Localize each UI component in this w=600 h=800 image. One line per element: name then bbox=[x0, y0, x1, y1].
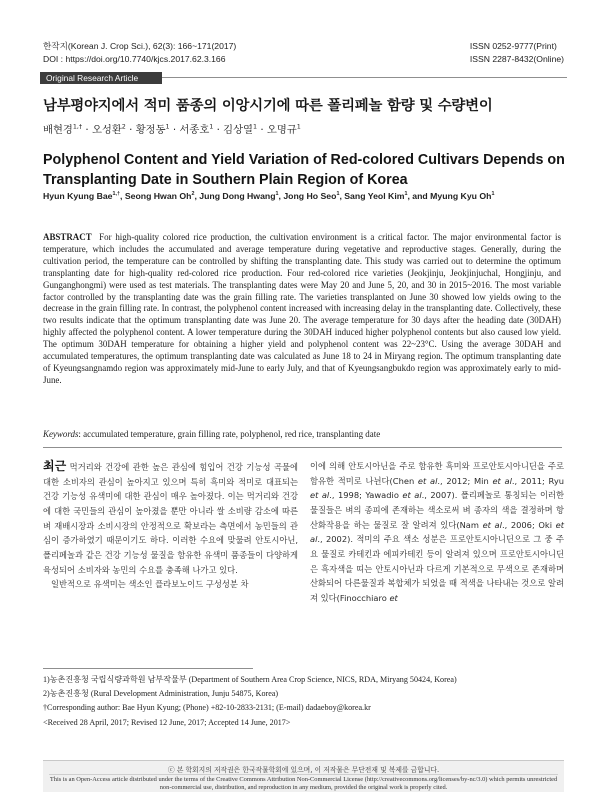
affiliation-1: 1)농촌진흥청 국립식량과학원 남부작물부 (Department of Southern Area Crop Science, NICS, RDA, Miryang 50424, Korea) bbox=[43, 675, 457, 684]
abstract-text: For high-quality colored rice production, the cultivation environment is a critical factor. The major environmental factor is temperature, which includes the accumulated and average temperature during vegetative and reproductive stages. Generally, during the cultivation period, the temperature can be controlled by shifting the transplanting date. This study was carried out to determine the optimum transplanting date for high-quality red-colored rice production. Four red-colored rice varieties (Jeokjinju, Jeokjinjuchal, Hongjinju, and Gunganghongmi) were used as test materials. The transplanting dates were May 20 and June 5, 20, and 30 in 2015~2016. The most variable factor controlled by the transplanting date was the grain filling rate. The varieties transplanted on June 30 showed low yields owing to the decrease in the grain filling rate. In contrast, the polyphenol content increased with increasing delay in the transplanting date. Collectively, these two results indicate that the optimum transplanting date was June 20. The average temperature for 30 days after the heading date (30DAH) highly affected the polyphenol content. A lower temperature during the 30DAH induced higher polyphenol contents but also caused low yield. The optimum 30DAH temperature for obtaining a higher yield and polyphenol content was 22~23°C. Using the average 30DAH and accumulated temperatures, the optimum transplanting date was calculated as June 18 to 24 in Miryang region. The optimum transplanting date of Kyeungsangnamdo region was approximately mid-June to early July, and that of Kyeungsangbukdo region was approximately early to mid-June. bbox=[43, 232, 562, 385]
author-affiliation: 1 bbox=[253, 122, 258, 131]
footnote-rule bbox=[43, 668, 253, 669]
author-name: Sang Yeol Kim bbox=[344, 191, 405, 201]
header-divider bbox=[162, 77, 567, 78]
issn-print: ISSN 0252-9777(Print) bbox=[469, 41, 557, 51]
journal-header bbox=[43, 40, 236, 66]
citation-etal: et al bbox=[482, 519, 502, 530]
author-separator: · bbox=[82, 124, 92, 136]
author-affiliation: 1 bbox=[404, 191, 408, 198]
paragraph-text: ., 2011; Ryu bbox=[511, 475, 564, 486]
author-name: 황정동 bbox=[135, 124, 166, 136]
author-name: Jong Ho Seo bbox=[283, 191, 337, 201]
author-affiliation: 2 bbox=[191, 191, 195, 198]
paragraph-text: ., 2006; Oki bbox=[501, 519, 556, 530]
author-affiliation: 1 bbox=[165, 122, 170, 131]
author-affiliation: 1,† bbox=[72, 122, 83, 131]
issn-online: ISSN 2287-8432(Online) bbox=[469, 54, 564, 64]
body-paragraph: 일반적으로 유색미는 색소인 플라보노이드 구성성분 차 bbox=[51, 579, 249, 590]
section-divider bbox=[43, 447, 562, 448]
paragraph-text: ., 2002). 적미의 주요 색소 성분은 프로안토시아니딘으로 그 중 주요 물질로 카테킨과 에피카테킨 등이 알려져 있으며 프로안토시아니딘은 흑자색을 띠는 안토시아닌과 다르게 기본적으로 무색으로 존재하며 산화되어 다른물질과 복합체가 되었을 때 적색을 나타내는 것으로 알려져 있다(Finocchiaro bbox=[310, 534, 564, 603]
english-title: Polyphenol Content and Yield Variation of Red-colored Cultivars Depends on Transplanting Date in Southern Plain Region of Korea bbox=[43, 152, 565, 188]
author-affiliation: 1 bbox=[209, 122, 214, 131]
license-text: This is an Open-Access article distributed under the terms of the Creative Commons Attribution Non-Commercial License (http://creativecommons.org/licenses/by-nc/3.0) which permits unrestricted non-commercial use, distribution, and reproduction in any medium, provided the original work is properly cited. bbox=[49, 776, 558, 791]
citation-etal: et al bbox=[417, 475, 438, 486]
author-separator: · bbox=[257, 124, 267, 136]
author-name: 배현경 bbox=[43, 124, 73, 136]
author-affiliation: 1,† bbox=[112, 191, 120, 198]
author-name: Seong Hwan Oh bbox=[124, 191, 192, 201]
author-separator: , bbox=[339, 191, 345, 201]
footer-divider bbox=[49, 774, 558, 775]
paragraph-text: 이에 의해 안토시아닌을 주로 함유한 흑미와 프로안토시아니딘을 주로 함유한 적미로 나뉜다(Chen bbox=[310, 461, 564, 486]
paragraph-text: ., 1998; Yawadio bbox=[329, 490, 403, 501]
drop-cap: 최근 bbox=[43, 459, 67, 473]
paragraph-text: 먹거리와 건강에 관한 높은 관심에 힘입어 건강 기능성 곡물에 대한 소비자의 관심이 높아지고 있으며 특히 흑미와 적미로 대표되는 건강 기능성 유색미에 대한 관심이 매우 높아졌다. 이는 먹거리와 건강에 대한 국민들의 관심이 높아졌을 뿐만 아니라 쌀 소비량 감소에 따른 벼 재배시장과 소비시장의 안정적으로 확보라는 측면에서 농민들의 관심이 증가하였기 때문이기도 하다. 이러한 수요에 맞물려 안토시아닌, 폴리페놀과 같은 건강 기능성 물질을 함유한 유색미 품종들이 다양하게 육성되어 소비자와 농민의 수요를 충족해 나가고 있다. bbox=[43, 462, 298, 575]
author-affiliation: 1 bbox=[275, 191, 279, 198]
author-name: Myung Kyu Oh bbox=[430, 191, 492, 201]
author-affiliation: 1 bbox=[491, 191, 495, 198]
affiliation-2: 2)농촌진흥청 (Rural Development Administration, Junju 54875, Korea) bbox=[43, 689, 279, 699]
author-affiliation: 2 bbox=[121, 122, 126, 131]
license-footer bbox=[43, 760, 564, 792]
author-name: Hyun Kyung Bae bbox=[43, 191, 113, 201]
korean-authors bbox=[43, 121, 301, 136]
journal-citation: 한작지(Korean J. Crop Sci.), 62(3): 166~171(2017) bbox=[43, 41, 237, 51]
keywords-label: Keywords bbox=[43, 429, 79, 439]
korean-title: 남부평야지에서 적미 품종의 이앙시기에 따른 폴리페놀 함량 및 수량변이 bbox=[43, 98, 493, 114]
corresponding-author: †Corresponding author: Bae Hyun Kyung; (Phone) +82-10-2833-2131; (E-mail) dadaeboy@korea.kr bbox=[43, 703, 371, 713]
english-authors bbox=[43, 191, 494, 201]
author-affiliation: 1 bbox=[296, 122, 301, 131]
author-name: 오명규 bbox=[266, 124, 297, 136]
paragraph-text: ., 2007). 폴리페놀로 통칭되는 이러한 물질들은 벼의 종피에 존재하는 색소로써 벼 종자의 색을 결정하며 항산화작용을 하는 물질로 잘 알려져 있다(Nam bbox=[310, 490, 564, 530]
author-name: Jung Dong Hwang bbox=[199, 191, 276, 201]
author-separator: · bbox=[213, 124, 224, 136]
author-separator: · bbox=[169, 124, 180, 136]
author-name: 오성환 bbox=[91, 124, 122, 136]
paragraph-text: ., 2012; Min bbox=[437, 475, 493, 486]
keywords-text: : accumulated temperature, grain filling rate, polyphenol, red rice, transplanting date bbox=[78, 429, 381, 439]
article-type-badge: Original Research Article bbox=[40, 72, 162, 84]
body-paragraph bbox=[310, 459, 564, 606]
issn-block bbox=[470, 40, 564, 66]
abstract-label: ABSTRACT bbox=[43, 232, 92, 242]
citation-etal: et bbox=[389, 592, 398, 603]
abstract bbox=[43, 232, 561, 387]
doi-link[interactable]: DOI : https://doi.org/10.7740/kjcs.2017.62.3.166 bbox=[43, 54, 226, 64]
author-separator: , bbox=[120, 191, 125, 201]
author-separator: · bbox=[125, 124, 136, 136]
author-separator: , and bbox=[407, 191, 431, 201]
citation-etal: et al bbox=[310, 490, 330, 501]
copyright-notice: ⓒ 본 학회지의 저작권은 한국작물학회에 있으며, 이 저작물은 무단전재 및 복제를 금합니다. bbox=[167, 766, 440, 774]
author-separator: , bbox=[194, 191, 200, 201]
keywords bbox=[43, 429, 561, 439]
citation-etal: et al bbox=[492, 475, 512, 486]
body-column-left bbox=[43, 459, 298, 592]
author-separator: , bbox=[278, 191, 284, 201]
author-name: 김상열 bbox=[223, 124, 253, 136]
citation-etal: et al bbox=[310, 519, 564, 545]
citation-etal: et al bbox=[402, 490, 422, 501]
body-column-right bbox=[310, 459, 564, 606]
footnotes bbox=[43, 674, 563, 729]
author-affiliation: 1 bbox=[336, 191, 340, 198]
body-paragraph bbox=[43, 459, 298, 577]
author-name: 서종호 bbox=[179, 124, 210, 136]
received-dates: <Received 28 April, 2017; Revised 12 June, 2017; Accepted 14 June, 2017> bbox=[43, 717, 291, 727]
